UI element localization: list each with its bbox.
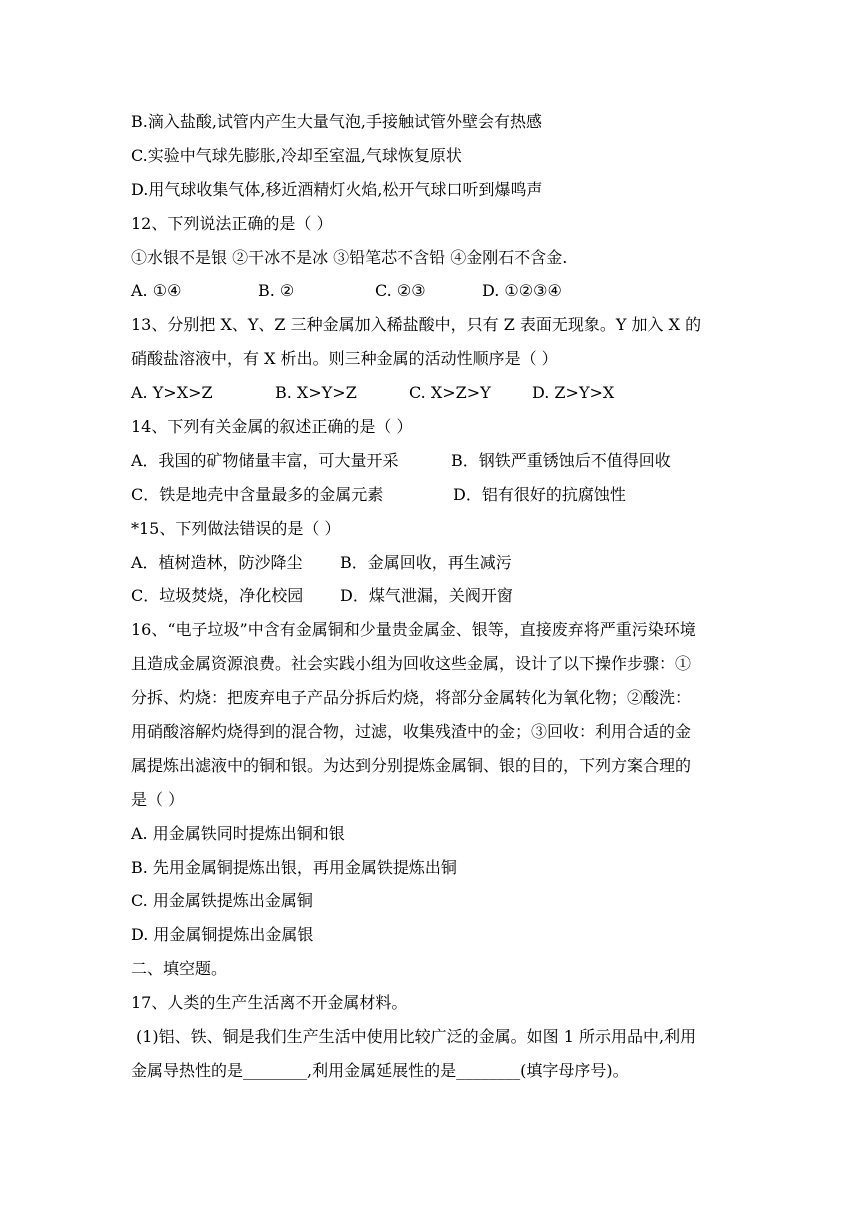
q14-stem: 14、下列有关金属的叙述正确的是（ ） xyxy=(131,417,413,437)
q12-stem: 12、下列说法正确的是（ ） xyxy=(131,213,333,233)
q14-options-row1 xyxy=(131,444,751,478)
q15-option-b: B．金属回收，再生减污 xyxy=(340,552,512,572)
q16-option-c: C. 用金属铁提炼出金属铜 xyxy=(131,891,313,911)
q16-stem-line3: 分拆、灼烧：把废弃电子产品分拆后灼烧，将部分金属转化为氧化物；②酸洗： xyxy=(131,688,692,708)
q13-option-d: D. Z>Y>X xyxy=(532,383,615,403)
q15-option-a: A．植树造林，防沙降尘 xyxy=(131,552,303,572)
q11-option-c: C.实验中气球先膨胀,冷却至室温,气球恢复原状 xyxy=(131,145,462,165)
q16-stem-line2: 且造成金属资源浪费。社会实践小组为回收这些金属，设计了以下操作步骤：① xyxy=(131,654,692,674)
q12-option-d: D. ①②③④ xyxy=(482,281,562,301)
q16-option-a: A. 用金属铁同时提炼出铜和银 xyxy=(131,823,345,843)
q14-option-b: B．钢铁严重锈蚀后不值得回收 xyxy=(451,450,671,470)
q13-stem-line2: 硝酸盐溶液中，有 X 析出。则三种金属的活动性顺序是（ ） xyxy=(131,349,558,369)
q12-options xyxy=(131,274,751,308)
q17-stem: 17、人类的生产生活离不开金属材料。 xyxy=(131,993,408,1013)
q15-option-d: D．煤气泄漏，关阀开窗 xyxy=(340,586,513,606)
section-heading-fill-in: 二、填空题。 xyxy=(131,959,228,979)
q13-options xyxy=(131,376,751,410)
q12-statements: ①水银不是银 ②干冰不是冰 ③铅笔芯不含铅 ④金刚石不含金. xyxy=(131,247,568,267)
q16-option-b: B. 先用金属铜提炼出银，再用金属铁提炼出铜 xyxy=(131,857,457,877)
q13-option-b: B. X>Y>Z xyxy=(275,383,357,403)
q14-option-a: A．我国的矿物储量丰富，可大量开采 xyxy=(131,450,399,470)
q13-stem-line1: 13、分别把 X、Y、Z 三种金属加入稀盐酸中，只有 Z 表面无现象。Y 加入 X 的 xyxy=(131,315,702,335)
q15-options-row1 xyxy=(131,546,751,580)
q12-option-a: A. ①④ xyxy=(131,281,182,301)
q15-options-row2 xyxy=(131,579,751,613)
q17-part1-line1: (1)铝、铁、铜是我们生产生活中使用比较广泛的金属。如图 1 所示用品中,利用 xyxy=(136,1027,697,1047)
q14-options-row2 xyxy=(131,478,751,512)
q16-stem-line5: 属提炼出滤液中的铜和银。为达到分别提炼金属铜、银的目的，下列方案合理的 xyxy=(131,755,692,775)
q12-option-c: C. ②③ xyxy=(375,281,426,301)
q16-stem-line4: 用硝酸溶解灼烧得到的混合物，过滤，收集残渣中的金；③回收：利用合适的金 xyxy=(131,722,692,742)
q11-option-b: B.滴入盐酸,试管内产生大量气泡,手接触试管外壁会有热感 xyxy=(131,112,543,131)
q11-option-d: D.用气球收集气体,移近酒精灯火焰,松开气球口听到爆鸣声 xyxy=(131,179,543,199)
q15-stem: *15、下列做法错误的是（ ） xyxy=(131,518,341,538)
q13-option-c: C. X>Z>Y xyxy=(409,383,491,403)
q14-option-d: D．铝有很好的抗腐蚀性 xyxy=(453,484,626,504)
q12-option-b: B. ② xyxy=(258,281,295,301)
q14-option-c: C．铁是地壳中含量最多的金属元素 xyxy=(131,484,384,504)
q13-option-a: A. Y>X>Z xyxy=(131,383,213,403)
q17-part1-line2: 金属导热性的是________,利用金属延展性的是________(填字母序号)。 xyxy=(131,1060,629,1080)
q16-stem-line1: 16、“电子垃圾”中含有金属铜和少量贵金属金、银等，直接废弃将严重污染环境 xyxy=(131,620,696,640)
q16-stem-line6: 是（ ） xyxy=(131,789,185,809)
q15-option-c: C．垃圾焚烧，净化校园 xyxy=(131,586,304,606)
document-page xyxy=(131,105,751,1088)
q16-option-d: D. 用金属铜提炼出金属银 xyxy=(131,925,314,945)
